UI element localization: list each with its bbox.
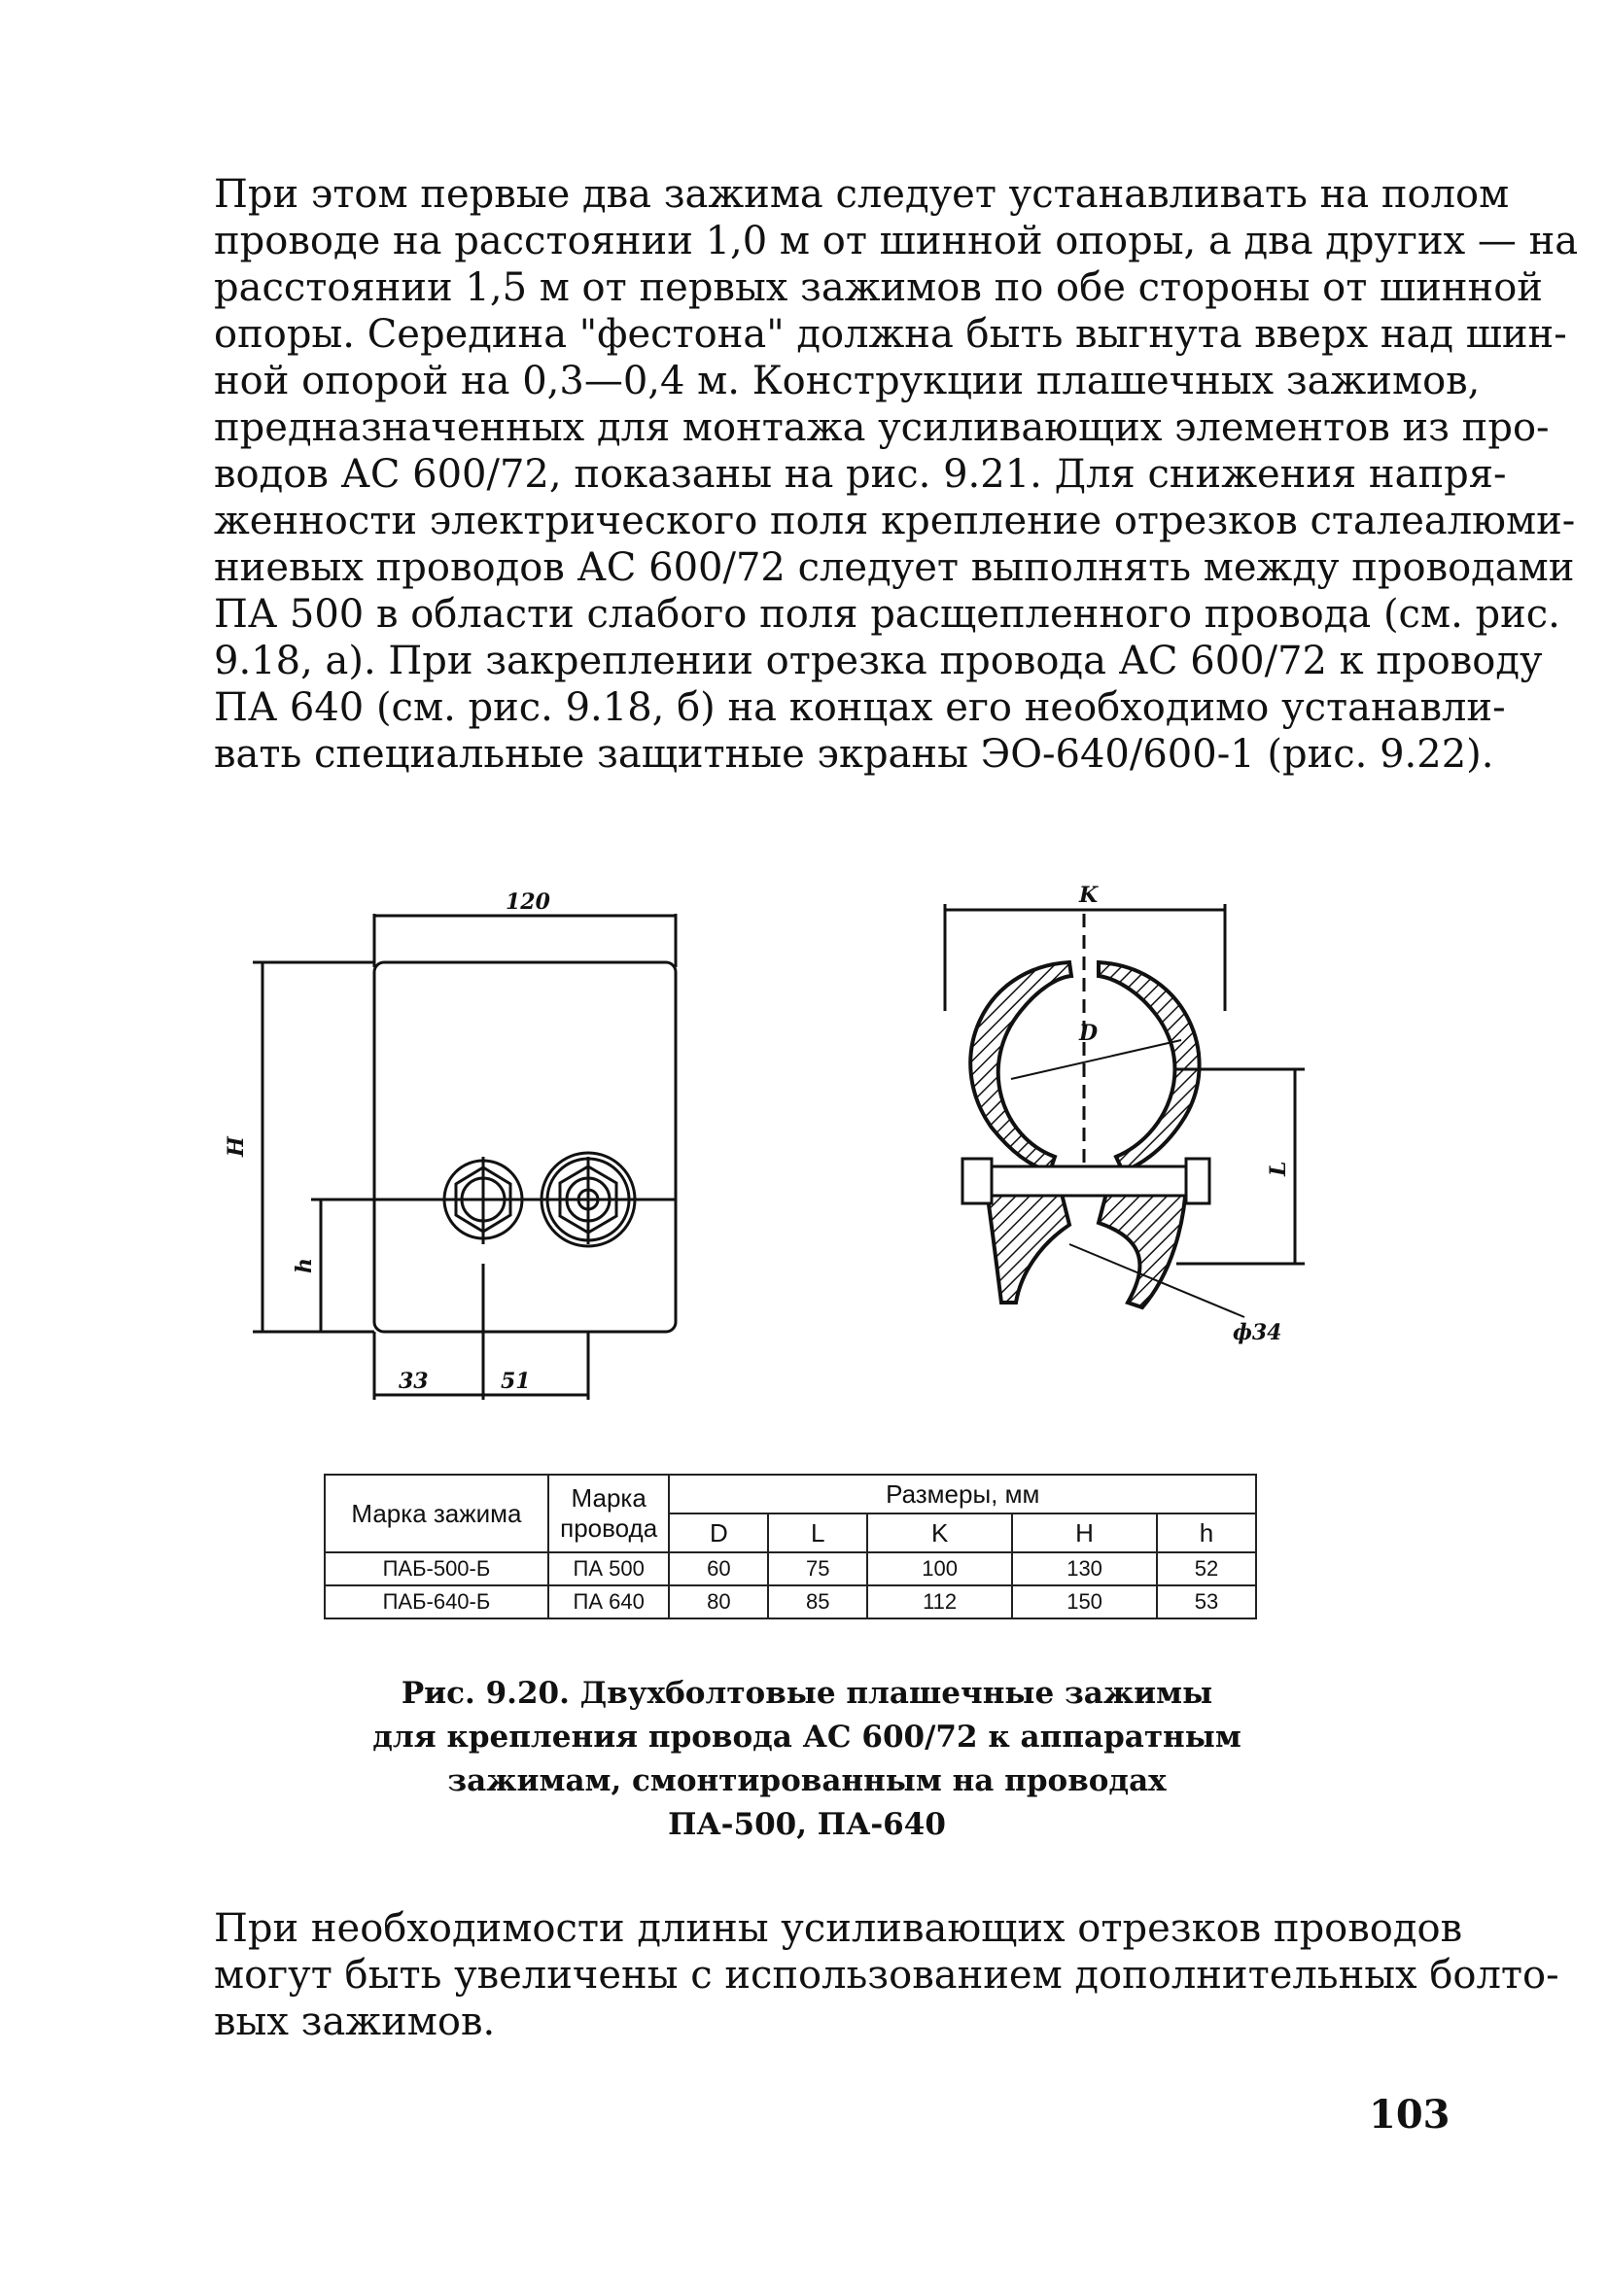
caption-line: для крепления провода АС 600/72 к аппаратным	[372, 1720, 1241, 1755]
cell-clamp: ПАБ-500-Б	[325, 1552, 548, 1585]
text-line: женности электрического поля крепление отрезков сталеалюми-	[214, 499, 1576, 543]
dim-hole-label: ф34	[1233, 1320, 1282, 1345]
header-dimensions: Размеры, мм	[669, 1475, 1256, 1513]
dim-h-label: h	[292, 1258, 317, 1273]
header-wire: Марка провода	[548, 1475, 670, 1552]
cell-h-lower: 53	[1157, 1585, 1256, 1618]
caption-line: Рис. 9.20. Двухболтовые плашечные зажимы	[401, 1676, 1213, 1711]
cell-clamp: ПАБ-640-Б	[325, 1585, 548, 1618]
clamp-front-view-drawing	[224, 875, 690, 1419]
cell-wire: ПА 500	[548, 1552, 670, 1585]
cell-d: 60	[669, 1552, 768, 1585]
table-row	[325, 1585, 1256, 1618]
text-line: расстоянии 1,5 м от первых зажимов по обе стороны от шинной	[214, 265, 1543, 310]
text-line: ПА 640 (см. рис. 9.18, б) на концах его необходимо устанавли-	[214, 685, 1506, 730]
text-line: ниевых проводов АС 600/72 следует выполнять между проводами	[214, 545, 1575, 590]
cell-h-upper: 150	[1012, 1585, 1157, 1618]
text-line: ПА 500 в области слабого поля расщепленного провода (см. рис.	[214, 592, 1560, 637]
clamp-dimensions-table	[324, 1474, 1257, 1619]
header-col-l: L	[768, 1513, 867, 1552]
dim-right-label: 51	[501, 1369, 531, 1394]
dim-l-label: L	[1266, 1161, 1291, 1176]
clamp-side-section-drawing	[924, 875, 1332, 1361]
text-line: При необходимости длины усиливающих отрезков проводов	[214, 1906, 1463, 1951]
dim-width-label: 120	[506, 889, 550, 915]
dim-d-label: D	[1079, 1021, 1099, 1046]
dim-left-label: 33	[399, 1369, 429, 1394]
text-line: ной опорой на 0,3—0,4 м. Конструкции плашечных зажимов,	[214, 359, 1481, 403]
text-line: проводе на расстоянии 1,0 м от шинной опоры, а два других — на	[214, 219, 1579, 263]
figure-caption	[369, 1672, 1244, 1847]
cell-l: 85	[768, 1585, 867, 1618]
dim-k-label: K	[1079, 883, 1099, 908]
header-clamp: Марка зажима	[325, 1475, 548, 1552]
cell-k: 112	[867, 1585, 1012, 1618]
cell-h-upper: 130	[1012, 1552, 1157, 1585]
cell-wire: ПА 640	[548, 1585, 670, 1618]
body-paragraph-1	[214, 171, 1579, 778]
cell-l: 75	[768, 1552, 867, 1585]
table-row	[325, 1552, 1256, 1585]
text-line: опоры. Середина "фестона" должна быть выгнута вверх над шин-	[214, 312, 1567, 357]
text-line: предназначенных для монтажа усиливающих элементов из про-	[214, 405, 1550, 450]
caption-line: ПА-500, ПА-640	[668, 1807, 946, 1842]
text-line: 9.18, а). При закреплении отрезка провода АС 600/72 к проводу	[214, 639, 1543, 683]
header-col-h-upper: H	[1012, 1513, 1157, 1552]
text-line: При этом первые два зажима следует устанавливать на полом	[214, 172, 1510, 217]
body-paragraph-2	[214, 1905, 1559, 2045]
text-line: могут быть увеличены с использованием дополнительных болто-	[214, 1953, 1559, 1998]
page-number: 103	[1369, 2092, 1451, 2138]
header-col-h-lower: h	[1157, 1513, 1256, 1552]
dim-height-label: H	[224, 1136, 249, 1157]
cell-h-lower: 52	[1157, 1552, 1256, 1585]
caption-line: зажимам, смонтированным на проводах	[447, 1763, 1167, 1798]
header-col-k: K	[867, 1513, 1012, 1552]
cell-d: 80	[669, 1585, 768, 1618]
text-line: вых зажимов.	[214, 2000, 496, 2044]
cell-k: 100	[867, 1552, 1012, 1585]
header-col-d: D	[669, 1513, 768, 1552]
text-line: водов АС 600/72, показаны на рис. 9.21. Для снижения напря-	[214, 452, 1507, 497]
text-line: вать специальные защитные экраны ЭО-640/600-1 (рис. 9.22).	[214, 732, 1494, 777]
